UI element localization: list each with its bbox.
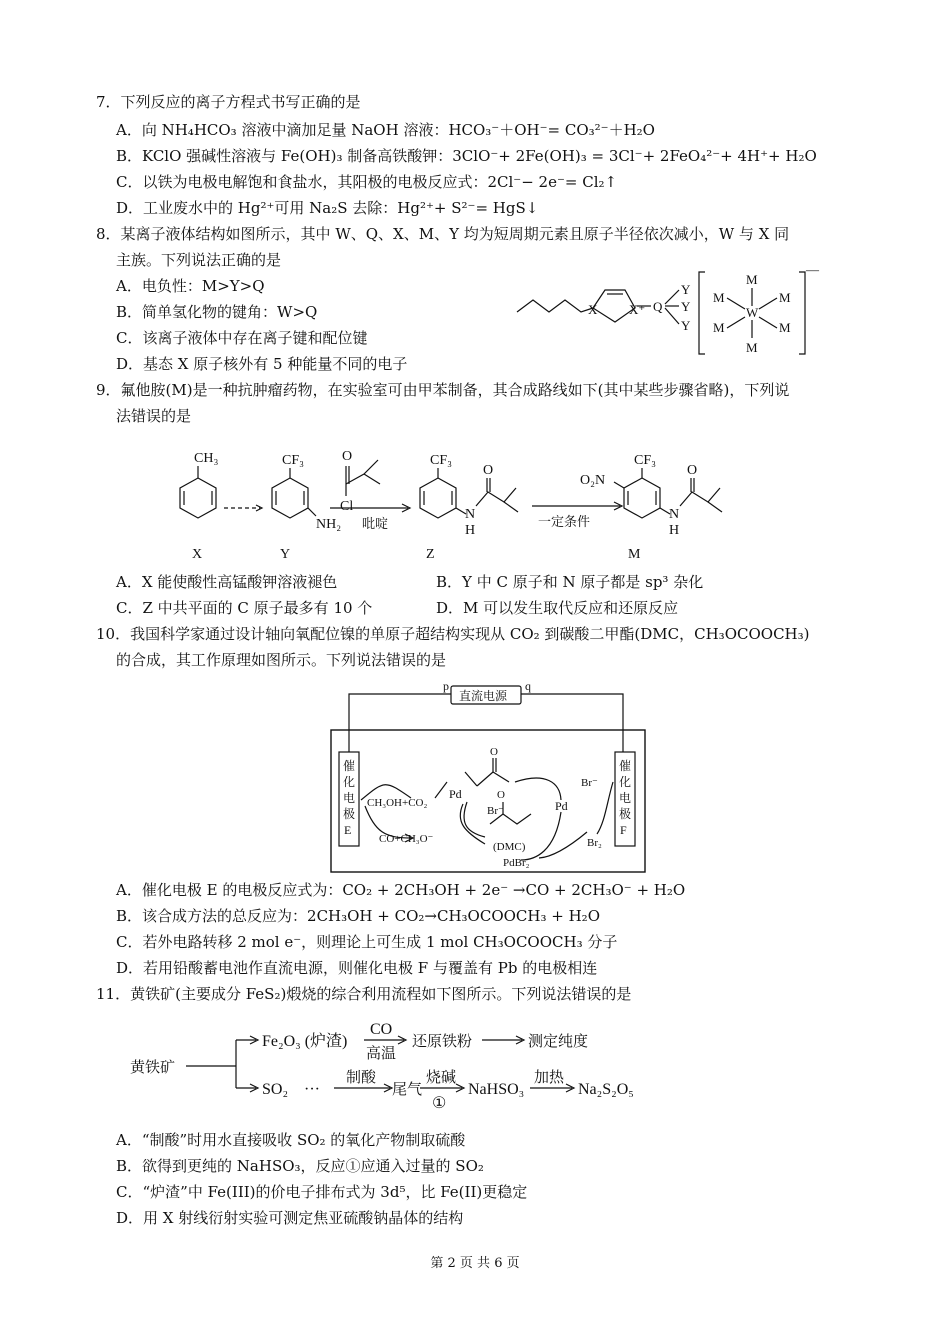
fig-pdbr2: PdBr₂ [503, 857, 530, 869]
q11-option-d: D．用 X 射线衍射实验可测定焦亚硫酸钠晶体的结构 [116, 1209, 464, 1227]
q11-option-c: C．“炉渣”中 Fe(III)的价电子排布式为 3d⁵，比 Fe(II)更稳定 [116, 1183, 528, 1201]
fig-label-z: Z [426, 547, 435, 562]
q11-stem: 11．黄铁矿(主要成分 FeS₂)煅烧的综合利用流程如下图所示。下列说法错误的是 [96, 985, 632, 1003]
fig-atom-m3: M [779, 290, 791, 305]
fig-so2: SO₂ [262, 1081, 289, 1098]
q7-option-b: B．KClO 强碱性溶液与 Fe(OH)₃ 制备高铁酸钾：3ClO⁻+ 2Fe(OH)₃ = 3Cl⁻+ 2FeO₄²⁻+ 4H⁺+ H₂O [116, 147, 817, 165]
fig-atom-x2: X⁺ [629, 302, 646, 317]
fig-power-supply: 直流电源 [459, 689, 508, 703]
q10-option-d: D．若用铅酸蓄电池作直流电源，则催化电极 F 与覆盖有 Pb 的电极相连 [116, 959, 598, 977]
fig-label-m: M [628, 547, 641, 562]
q9-stem-1: 9．氟他胺(M)是一种抗肿瘤药物，在实验室可由甲苯制备，其合成路线如下(其中某些步骤省略)，下列说 [96, 381, 790, 399]
fig-atom-y2: Y [681, 299, 691, 314]
q8-stem-1: 8．某离子液体结构如图所示，其中 W、Q、X、M、Y 均为短周期元素且原子半径依次减小，W 与 X 同 [96, 225, 790, 243]
fig-label-x: X [192, 547, 203, 562]
fig-iron-powder: 还原铁粉 [412, 1032, 473, 1050]
fig-ore: 黄铁矿 [130, 1058, 176, 1076]
fig-br2: Br₂ [587, 837, 602, 849]
q11-option-a: A．“制酸”时用水直接吸收 SO₂ 的氧化产物制取硫酸 [116, 1131, 466, 1149]
fig-n-z: N [465, 507, 476, 522]
fig-label-y: Y [280, 547, 291, 562]
fig-anion-charge: — [806, 262, 819, 277]
q9-option-d: D．M 可以发生取代反应和还原反应 [436, 599, 679, 617]
fig-electrode-e-2: 化 [343, 775, 356, 789]
q9-option-c: C．Z 中共平面的 C 原子最多有 10 个 [116, 599, 373, 617]
q10-option-a: A．催化电极 E 的电极反应式为：CO₂ + 2CH₃OH + 2e⁻ →CO + 2CH₃O⁻ + H₂O [116, 881, 686, 899]
fig-electrode-e-4: 极 [343, 807, 356, 821]
fig-dmc: (DMC) [493, 841, 526, 853]
fig-atom-q: Q [653, 299, 663, 314]
q10-stem-2: 的合成，其工作原理如图所示。下列说法错误的是 [116, 651, 447, 669]
fig-atom-y1: Y [681, 282, 691, 297]
fig-make-acid: 制酸 [346, 1068, 377, 1086]
fig-acyl-o: O [342, 449, 353, 464]
fig-pyridine: 吡啶 [362, 517, 389, 532]
fig-electrode-e [343, 758, 355, 837]
fig-electrode-e-3: 电 [343, 791, 356, 805]
fig-cf3-m: CF₃ [634, 453, 657, 468]
q9-option-a: A．X 能使酸性高锰酸钾溶液褪色 [116, 573, 338, 591]
fig-electrode-e-1: 催 [343, 759, 356, 773]
fig-n-m: N [669, 507, 680, 522]
fig-ch3: CH₃ [194, 451, 219, 466]
q9-stem-2: 法错误的是 [116, 407, 192, 425]
fig-br-minus-1: Br⁻ [487, 805, 504, 817]
fig-caustic-soda: 烧碱 [426, 1068, 457, 1086]
fig-atom-m2: M [713, 290, 725, 305]
q8-option-c: C．该离子液体中存在离子键和配位键 [116, 329, 368, 347]
fig-electrode-e-5: E [344, 823, 352, 837]
fig-electrode-f-3: 电 [619, 791, 632, 805]
fig-purity: 测定纯度 [528, 1032, 589, 1050]
fig-nahso3: NaHSO₃ [468, 1081, 525, 1098]
q8-option-a: A．电负性：M>Y>Q [116, 277, 265, 295]
fig-atom-m5: M [779, 320, 791, 335]
fig-h-z: H [465, 523, 476, 538]
page-footer: 第 2 页 共 6 页 [430, 1256, 520, 1271]
fig-atom-x1: X [588, 302, 598, 317]
q9-synthesis-figure [170, 440, 810, 570]
q8-option-d: D．基态 X 原子核外有 5 种能量不同的电子 [116, 355, 408, 373]
fig-electrode-f-2: 化 [619, 775, 632, 789]
fig-atom-m1: M [746, 272, 758, 287]
q8-ionic-liquid-figure [515, 262, 819, 362]
fig-electrode-f [619, 758, 631, 837]
fig-terminal-q: q [525, 679, 531, 693]
q11-option-b: B．欲得到更纯的 NaHSO₃，反应①应通入过量的 SO₂ [116, 1157, 484, 1175]
fig-cf3-z: CF₃ [430, 453, 453, 468]
fig-electrode-f-5: F [620, 823, 627, 837]
fig-heating: 加热 [534, 1068, 565, 1086]
q8-stem-2: 主族。下列说法正确的是 [116, 251, 282, 269]
fig-o-m: O [687, 463, 698, 478]
q10-option-b: B．该合成方法的总反应为：2CH₃OH + CO₂→CH₃OCOOCH₃ + H₂O [116, 907, 600, 925]
q8-option-b: B．简单氢化物的键角：W>Q [116, 303, 318, 321]
fig-dmc-o: O [497, 789, 505, 801]
fig-cf3-y: CF₃ [282, 453, 305, 468]
fig-atom-w: W [746, 305, 759, 320]
fig-br-minus-2: Br⁻ [581, 777, 598, 789]
fig-reactants: CH₃OH+CO₂ [367, 797, 428, 809]
fig-dots: ··· [304, 1081, 320, 1098]
q7-stem: 7．下列反应的离子方程式书写正确的是 [96, 93, 361, 111]
q10-stem-1: 10．我国科学家通过设计轴向氧配位镍的单原子超结构实现从 CO₂ 到碳酸二甲酯(DMC，CH₃OCOOCH₃) [96, 625, 810, 643]
fig-no2: O₂N [580, 473, 606, 488]
q7-option-d: D．工业废水中的 Hg²⁺可用 Na₂S 去除：Hg²⁺+ S²⁻= HgS↓ [116, 199, 539, 217]
fig-acyl-cl: Cl [340, 499, 354, 514]
fig-nh2: NH₂ [316, 517, 342, 532]
fig-co: CO [370, 1021, 393, 1038]
q7-option-a: A．向 NH₄HCO₃ 溶液中滴加足量 NaOH 溶液：HCO₃⁻＋OH⁻= CO₃²⁻＋H₂O [116, 121, 655, 139]
fig-atom-m6: M [746, 340, 758, 355]
fig-atom-y3: Y [681, 318, 691, 333]
fig-atom-m4: M [713, 320, 725, 335]
q10-option-c: C．若外电路转移 2 mol e⁻，则理论上可生成 1 mol CH₃OCOOCH₃ 分子 [116, 933, 618, 951]
fig-terminal-p: p [443, 679, 449, 693]
fig-tail-gas: 尾气 [392, 1080, 423, 1098]
fig-products: CO+CH₃O⁻ [379, 833, 434, 845]
fig-na2s2o5: Na₂S₂O₅ [578, 1081, 634, 1098]
q7-option-c: C．以铁为电极电解饱和食盐水，其阳极的电极反应式：2Cl⁻− 2e⁻= Cl₂↑ [116, 173, 618, 191]
q11-flow-figure [128, 1016, 668, 1116]
q10-electrolysis-figure [325, 679, 655, 874]
fig-high-temp: 高温 [366, 1044, 397, 1062]
fig-electrode-f-4: 极 [619, 807, 632, 821]
fig-pd-1: Pd [449, 787, 462, 801]
fig-carbonyl-o: O [490, 746, 498, 758]
q9-option-b: B．Y 中 C 原子和 N 原子都是 sp³ 杂化 [436, 573, 704, 591]
fig-fe2o3: Fe₂O₃ (炉渣) [262, 1033, 348, 1050]
fig-pd-2: Pd [555, 799, 568, 813]
fig-electrode-f-1: 催 [619, 759, 632, 773]
fig-condition: 一定条件 [538, 515, 591, 530]
fig-step-1: ① [432, 1095, 447, 1112]
fig-h-m: H [669, 523, 680, 538]
fig-o-z: O [483, 463, 494, 478]
